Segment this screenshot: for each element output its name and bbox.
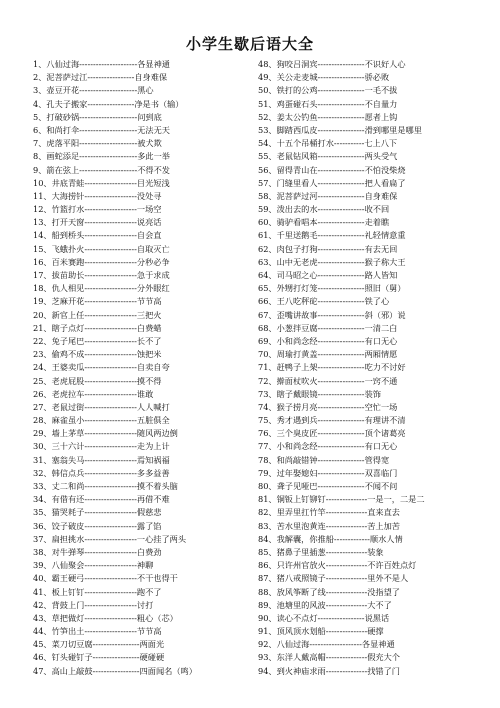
proverb-list-item: 62、肉包子打狗-----------------有去无回 <box>258 243 398 254</box>
proverb-list-item: 21、瞎子点灯-------------------白费蜡 <box>33 322 162 333</box>
proverb-list-item: 49、关公走麦城-----------------骄必败 <box>258 72 390 83</box>
proverb-list-item: 79、过年娶媳妇-----------------双喜临门 <box>258 467 398 478</box>
proverb-list-item: 75、秀才遇到兵-----------------有理讲不清 <box>258 415 406 426</box>
proverb-list-item: 12、竹篮打水-------------------一场空 <box>33 204 162 215</box>
proverb-list-item: 81、铜钣上钉铆钉---------------一是一，二是二 <box>258 494 425 505</box>
proverb-list-item: 58、泥菩萨过河-----------------自身难保 <box>258 190 398 201</box>
proverb-list-item: 68、小葱拌豆腐-----------------一清二白 <box>258 322 398 333</box>
proverb-list-item: 57、门缝里看人-----------------把人看扁了 <box>258 177 406 188</box>
proverb-list-item: 84、我解囊，你推船-------------顺水人情 <box>258 533 403 544</box>
proverb-list-item: 15、飞蛾扑火-------------------自取灭亡 <box>33 243 170 254</box>
page-title: 小学生歇后语大全 <box>185 35 314 53</box>
proverb-list-item: 36、饺子破皮-------------------露了馅 <box>33 520 162 531</box>
proverb-list-item: 35、猫哭耗子-------------------假慈悲 <box>33 507 162 518</box>
proverb-list-item: 91、顶风顶水划船---------------硬撑 <box>258 626 384 637</box>
proverb-list-item: 66、王八吃秤砣-----------------铁了心 <box>258 296 390 307</box>
proverb-list-item: 2、泥菩萨过江-----------------自身难保 <box>33 72 168 83</box>
proverb-list-item: 82、里弄里扛竹竿---------------直来直去 <box>258 507 400 518</box>
proverb-list-item: 38、对牛弹琴-------------------白费劲 <box>33 546 162 557</box>
proverb-list-item: 6、和尚打伞---------------------无法无天 <box>33 124 170 135</box>
proverb-list-item: 40、霸王硬弓-------------------不干也得干 <box>33 573 178 584</box>
proverb-list-item: 90、读心不点灯-----------------说黑话 <box>258 612 390 623</box>
proverb-list-item: 1、八仙过海---------------------各显神通 <box>33 59 170 69</box>
proverb-list-item: 54、十五个吊桶打水-----------七上八下 <box>258 138 398 149</box>
proverb-list-item: 8、画蛇添足---------------------多此一举 <box>33 151 170 162</box>
proverb-list-item: 29、墙上茅草-------------------随风两边倒 <box>33 428 178 439</box>
proverb-list-item: 85、猪鼻子里插葱---------------装象 <box>258 546 384 557</box>
proverb-list-item: 67、歪嘴讲故事-----------------斜（邪）说 <box>258 309 406 320</box>
proverb-list-item: 11、大海捞针-------------------没处寻 <box>33 190 162 201</box>
proverb-list-item: 63、山中无老虎-----------------猴子称大王 <box>258 256 406 267</box>
proverb-list-item: 31、塞翁失马-------------------焉知祸福 <box>33 454 170 465</box>
proverb-list-item: 47、高山上敲鼓-----------------四面闻名（鸣） <box>33 665 197 676</box>
proverb-list-item: 87、猪八戒照镜子---------------里外不是人 <box>258 573 409 584</box>
proverb-list-item: 83、苦水里泡黄连---------------苦上加苦 <box>258 520 400 531</box>
proverb-list-item: 92、八仙过海-------------------各显神通 <box>258 639 395 650</box>
proverb-list-item: 59、泼出去的水-----------------收不回 <box>258 204 390 215</box>
proverb-list-item: 34、有借有还-------------------再借不难 <box>33 494 170 505</box>
left-column <box>33 58 263 678</box>
proverb-list-item: 73、瞎子戴眼镜-----------------装饰 <box>258 388 381 399</box>
proverb-list-item: 94、到火神庙求雨---------------找错了门 <box>258 665 400 676</box>
proverb-list-item: 69、小和尚念经-----------------有口无心 <box>258 335 398 346</box>
proverb-list-item: 28、麻雀虽小-------------------五脏俱全 <box>33 415 170 426</box>
proverb-list-item: 14、船到桥头-------------------自会直 <box>33 230 162 241</box>
proverb-list-item: 18、仇人相见-------------------分外眼红 <box>33 283 170 294</box>
proverb-list-item: 43、草把做灯-------------------粗心（芯） <box>33 612 178 623</box>
proverb-list-item: 53、脚踏西瓜皮-----------------滑到哪里是哪里 <box>258 124 422 135</box>
proverb-list-item: 4、孔夫子搬家-----------------净是书（输） <box>33 98 184 109</box>
proverb-list-item: 19、芝麻开花-------------------节节高 <box>33 296 162 307</box>
proverb-list-item: 32、韩信点兵-------------------多多益善 <box>33 467 170 478</box>
proverb-list-item: 27、老鼠过街-------------------人人喊打 <box>33 401 170 412</box>
proverb-list-item: 64、司马昭之心-----------------路人皆知 <box>258 270 398 280</box>
proverb-list-item: 60、骑驴看唱本-----------------走着瞧 <box>258 217 390 228</box>
proverb-list-item: 30、三十六计-------------------走为上计 <box>33 441 170 452</box>
proverb-list-item: 48、狗咬吕洞宾-----------------不识好人心 <box>258 59 406 69</box>
proverb-list-item: 65、外甥打灯笼-----------------照旧（舅） <box>258 283 406 294</box>
proverb-list-item: 74、猴子捞月亮-----------------空忙一场 <box>258 401 398 412</box>
proverb-list-item: 41、板上钉钉-------------------跑不了 <box>33 586 162 597</box>
proverb-list-item: 76、三个臭皮匠-----------------顶个诸葛亮 <box>258 428 406 439</box>
proverb-list-item: 50、铁打的公鸡-----------------一毛不拔 <box>258 85 398 96</box>
proverb-list-item: 93、东洋人戴高帽---------------假充大个 <box>258 652 400 663</box>
proverb-list-item: 20、新官上任-------------------三把火 <box>33 309 162 320</box>
proverb-list-item: 78、和尚敲错钟-----------------管得宽 <box>258 454 390 465</box>
proverb-list-item: 52、姜太公钓鱼-----------------愿者上钩 <box>258 111 398 122</box>
proverb-list-item: 88、放风筝断了线---------------没指望了 <box>258 586 400 597</box>
proverb-list-item: 39、八仙聚会-------------------神聊 <box>33 560 154 571</box>
proverb-list-item: 46、钉头碰钉子-----------------硬碰硬 <box>33 652 165 663</box>
proverb-list-item: 61、千里送鹅毛-----------------礼轻情意重 <box>258 230 406 241</box>
proverb-list-item: 86、只许州官放火---------------不许百姓点灯 <box>258 560 417 571</box>
right-column <box>258 58 498 678</box>
proverb-list-item: 5、打破砂锅---------------------问到底 <box>33 111 162 122</box>
proverb-list-item: 71、赶鸭子上架-----------------吃力不讨好 <box>258 362 406 373</box>
proverb-list-item: 33、丈二和尚-------------------摸不着头脑 <box>33 481 178 491</box>
proverb-list-item: 24、王婆卖瓜-------------------自卖自夸 <box>33 362 170 373</box>
proverb-list-item: 44、竹笋出土-------------------节节高 <box>33 626 162 637</box>
proverb-list-item: 55、老鼠钻风箱-----------------两头受气 <box>258 151 398 162</box>
proverb-list-item: 25、老虎屁股-------------------摸不得 <box>33 375 162 386</box>
proverb-list-item: 3、壶豆开花---------------------黑心 <box>33 85 154 96</box>
proverb-list-item: 26、老虎拉车-------------------谁敢 <box>33 388 154 399</box>
proverb-list-item: 77、小和尚念经-----------------有口无心 <box>258 441 398 452</box>
proverb-list-item: 80、聋子见哑巴-----------------不闻不问 <box>258 481 398 491</box>
proverb-list-item: 16、百米赛跑-------------------分秒必争 <box>33 256 170 267</box>
proverb-list-item: 9、箭在弦上---------------------不得不发 <box>33 164 170 175</box>
proverb-list-item: 13、打开天窗-------------------说亮话 <box>33 217 162 228</box>
proverb-list-item: 7、虎落平阳---------------------被犬欺 <box>33 138 162 149</box>
proverb-list-item: 89、池塘里的风波---------------大不了 <box>258 599 392 610</box>
proverb-list-item: 42、背鼓上门-------------------讨打 <box>33 599 154 610</box>
proverb-list-item: 37、扁担挑水-------------------一心挂了两头 <box>33 533 187 544</box>
proverb-list-item: 23、偷鸡不成-------------------蚀把米 <box>33 349 162 360</box>
proverb-list-item: 10、井底青蛙-------------------目光短浅 <box>33 177 170 188</box>
proverb-list-item: 22、兔子尾巴-------------------长不了 <box>33 335 162 346</box>
proverb-list-item: 45、菜刀切豆腐-----------------两面光 <box>33 639 165 650</box>
proverb-list-item: 72、擀面杖吹火-----------------一窍不通 <box>258 375 398 386</box>
proverb-list-item: 56、留得青山在-----------------不怕没柴烧 <box>258 164 406 175</box>
proverb-list-item: 51、鸡蛋碰石头-----------------不自量力 <box>258 98 398 109</box>
proverb-list-item: 17、拔苗助长-------------------急于求成 <box>33 270 170 280</box>
proverb-list-item: 70、周瑜打黄盖-----------------两厢情愿 <box>258 349 398 360</box>
